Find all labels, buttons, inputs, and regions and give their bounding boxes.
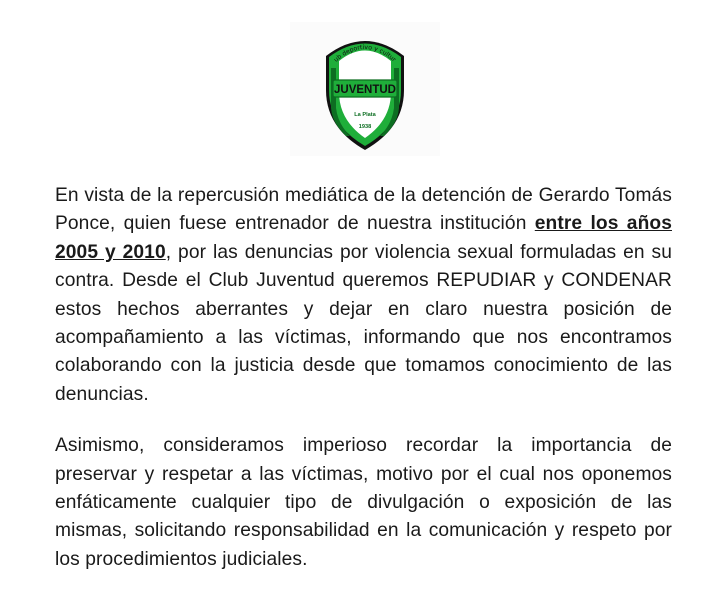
crest-name-text: JUVENTUD — [334, 84, 396, 96]
crest-city-text: La Plata — [354, 112, 376, 118]
p1-emphasis-dates: entre los años 2005 y 2010 — [55, 213, 672, 263]
p1-before: En vista de la repercusión mediática de la detención de Gerardo Tomás Ponce, quien fuese entrenador de nuestra institución — [55, 185, 672, 235]
statement-paragraph-2: Asimismo, consideramos imperioso recordar la importancia de preservar y respetar a las víctimas, motivo por el cual nos oponemos enfáticamente cualquier tipo de divulgación o exposición de las mismas, solicitando responsabilidad en la comunicación y respeto por los procedimientos judiciales. — [55, 435, 672, 570]
club-logo-area — [290, 22, 440, 156]
club-crest-logo — [320, 28, 410, 152]
crest-year-text: 1938 — [358, 124, 372, 130]
crest-arc-text: ub deportivo y cultur — [332, 43, 398, 64]
statement-paragraph-1 — [55, 182, 672, 409]
p1-after: , por las denuncias por violencia sexual formuladas en su contra. Desde el Club Juventud queremos REPUDIAR y CONDENAR estos hechos aberrantes y dejar en claro nuestra posición de acompañamiento a las víctimas, informando que nos encontramos colaborando con la justicia desde que tomamos conocimiento de las denuncias. — [55, 241, 672, 405]
club-statement — [55, 182, 672, 574]
